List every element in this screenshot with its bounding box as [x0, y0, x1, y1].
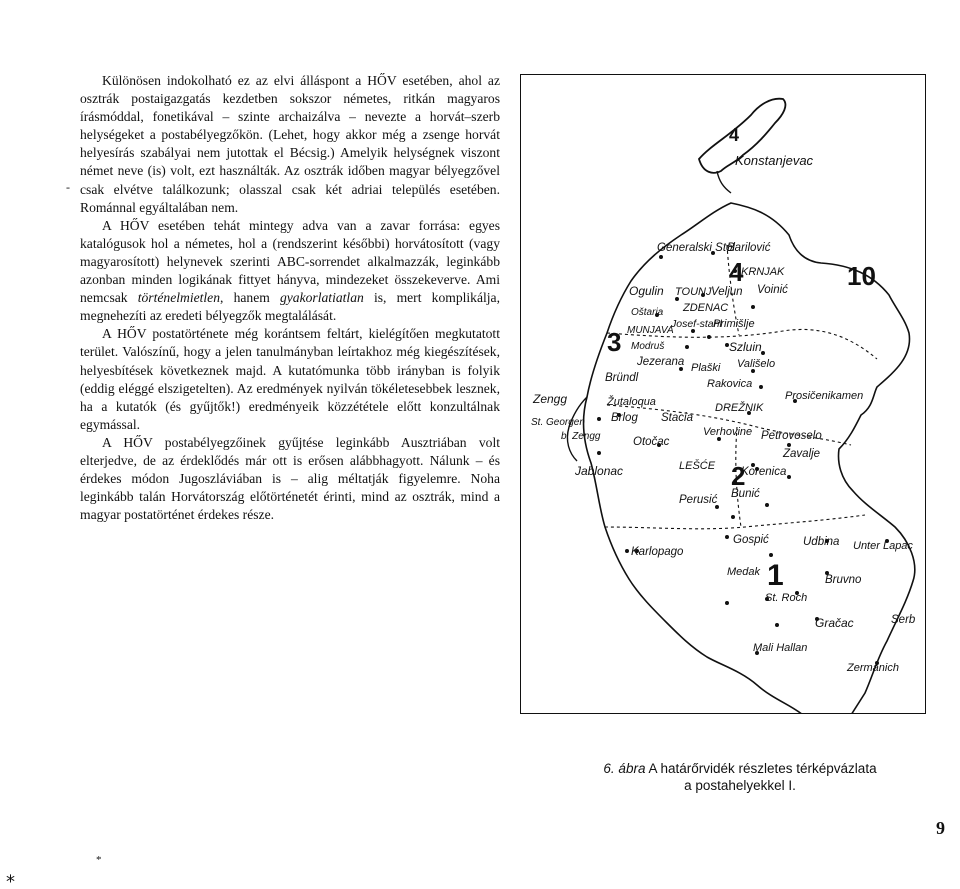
- label-barilovic: Barilović: [727, 242, 771, 254]
- label-josefstahl: Josef-stahl: [671, 318, 722, 330]
- label-lesce: LEŠĆE: [679, 460, 716, 472]
- label-szluin: Szluin: [729, 340, 762, 354]
- label-korenica: Korenica: [741, 466, 787, 478]
- article-text-column: [80, 72, 500, 524]
- label-serb: Serb: [891, 614, 916, 626]
- label-brundl: Bründl: [605, 372, 639, 384]
- label-dreznik: DREŽNIK: [715, 402, 764, 414]
- label-zermanich: Zermanich: [847, 662, 899, 674]
- paragraph-2: [80, 217, 500, 326]
- label-voinic: Voinić: [757, 284, 788, 296]
- label-otocac: Otočac: [633, 436, 670, 448]
- italic-term-2: gyakorlatiatlan: [279, 290, 364, 306]
- label-stacia: Stacia: [661, 412, 693, 424]
- figure-number: 6. ábra: [603, 761, 646, 776]
- label-st-roch: St. Roch: [765, 592, 808, 604]
- island-tail: [717, 171, 731, 193]
- label-perusic: Perusić: [679, 494, 718, 506]
- label-st-georgen: St. Georgen: [531, 417, 585, 428]
- caption-line-1: [560, 760, 920, 777]
- paragraph-4: A HŐV postabélyegzőinek gyűjtése leginkább Ausztriában volt elterjedve, de az érdeklődés már ott is erősen alábbhagyott. Nálunk – és érdekes módon Jugoszláviában is – alig méltatják figyelemre. Noha leginkább talán Horvátország előtörténetét érinti, mind az osztrák, mind a magyar postatörténet érdekes része.: [80, 434, 500, 523]
- map-frame: [520, 74, 926, 714]
- label-gracac: Gračac: [815, 616, 854, 630]
- label-generalski-stol: Generalski Stol: [657, 242, 735, 254]
- label-jezerana: Jezerana: [637, 356, 685, 368]
- label-primislje: Primišlje: [713, 318, 755, 330]
- label-udbina: Udbina: [803, 536, 840, 548]
- caption-text-1: A határőrvidék részletes térképvázlata: [645, 761, 877, 776]
- region-number-1: 1: [767, 559, 784, 592]
- label-zutaloqua: Žutaloqua: [607, 396, 656, 408]
- label-tounj: TOUNJ: [675, 286, 712, 298]
- label-zdenac: ZDENAC: [683, 302, 729, 314]
- label-petrovoselo: Petrovoselo: [761, 430, 822, 442]
- label-b-zengg: b. Zengg: [561, 431, 601, 442]
- region-number-4: 4: [729, 257, 744, 287]
- scan-mark-small: *: [96, 854, 102, 866]
- label-medak: Medak: [727, 566, 761, 578]
- caption-line-2: a postahelyekkel I.: [684, 778, 796, 793]
- paragraph-2-end: is, mert komplikálja, megnehezíti az eredeti bélyegzők megtalálását.: [80, 290, 500, 324]
- margin-mark: -: [66, 180, 70, 194]
- region-number-4-island: 4: [729, 125, 740, 145]
- label-zengg: Zengg: [533, 392, 568, 406]
- label-brlog: Brlog: [611, 412, 638, 424]
- label-valiselo: Vališelo: [737, 358, 776, 370]
- label-jablonac: Jablonac: [575, 464, 624, 478]
- region-number-3: 3: [607, 327, 622, 357]
- region-number-10: 10: [847, 261, 876, 291]
- figure-caption: [560, 760, 920, 794]
- label-unter-lapac: Unter Lapac: [853, 540, 913, 552]
- label-modrus: Modruš: [631, 341, 665, 352]
- label-zavalje: Zavalje: [783, 448, 821, 460]
- paragraph-2-start: A HŐV esetében tehát mintegy adva van a zavar forrása: egyes katalógusok hol a németes, hol a (rendszerint későbbi) horvátosított (vagy magyarosított) helynevek szerinti ABC-sorrendet alkalmazzák, leginkább azonban minden logikának fittyet hányva, mindezeket összekeverve. Ami nemcsak: [80, 217, 500, 306]
- label-konstanjevac: Konstanjevac: [735, 153, 814, 168]
- label-ostaria: Oštaria: [631, 307, 664, 318]
- paragraph-1: Különösen indokolható ez az elvi álláspont a HŐV esetében, ahol az osztrák postaigazgatás kezdetben sokszor németes, ritkán magyaros írásmóddal, fonetikával – szinte archaizálva – nevezte a horvát–szerb helységeket a postabélyegzőkön. (Lehet, hogy akkor még a zsenge horvát helyesírás szabályai nem jutottak el Bécsig.) Amelyik helységnek viszont német neve (is) volt, ezt használták. Az osztrák időben magyar bélyegzővel csak elvétve találkozunk; olasszal csak két adriai település esetében. Románnal egyáltalában nem.: [80, 73, 500, 215]
- scan-mark-corner: ⁎: [6, 866, 15, 887]
- label-prosicenikamen: Prosičenikamen: [785, 390, 864, 402]
- paragraph-3: A HŐV postatörténete még korántsem feltárt, kielégítően megkutatott terület. Valószínű, hogy a jelen tanulmányban leírtakhoz még kiegészítések, helyesbítések következnek majd. A kutatómunka több irányban is folyik (eddig eléggé elszigetelten). Az eredmények nyilván tökéletesebbek lesznek, ha a kutatók (és gyűjtők!) eredményeik közzététele előtt konzultálnak egymással.: [80, 326, 500, 432]
- label-bunic: Bunić: [731, 488, 760, 500]
- label-veljun: Veljun: [711, 286, 743, 298]
- label-krnjak: KRNJAK: [741, 266, 785, 278]
- page-number: 9: [936, 818, 945, 838]
- military-frontier-map: [521, 75, 926, 714]
- label-mali-hallan: Mali Hallan: [753, 642, 808, 654]
- label-rakovica: Rakovica: [707, 378, 753, 390]
- label-verhovine: Verhovine: [703, 426, 753, 438]
- label-gospic: Gospić: [733, 534, 769, 546]
- label-bruvno: Bruvno: [825, 574, 862, 586]
- italic-term-1: történelmietlen: [137, 290, 221, 306]
- regiment-boundary-3: [605, 515, 865, 529]
- label-karlopago: Karlopago: [631, 546, 684, 558]
- label-munjava: MUNJAVA: [627, 325, 674, 336]
- paragraph-2-mid: , hanem: [220, 290, 280, 306]
- label-plaski: Plaški: [691, 362, 721, 374]
- label-ogulin: Ogulin: [629, 284, 664, 298]
- region-number-2: 2: [731, 461, 746, 491]
